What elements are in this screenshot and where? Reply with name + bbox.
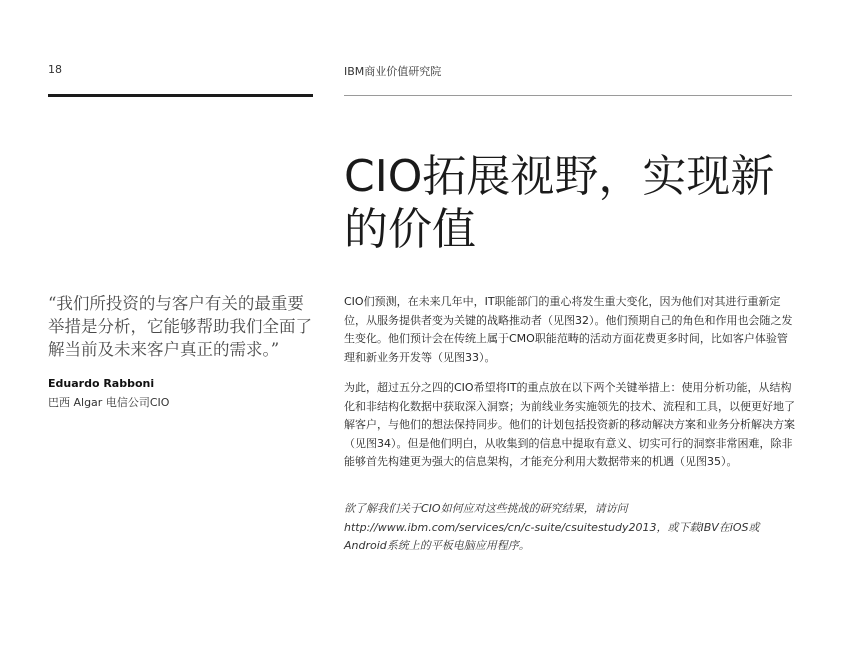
body-paragraph-2: 为此，超过五分之四的CIO希望将IT的重点放在以下两个关键举措上：使用分析功能，从结构化和非结构化数据中获取深入洞察；为前线业务实施领先的技术、流程和工具，以便更好地了解客户，与他们的想法保持同步。他们的计划包括投资新的移动解决方案和业务分析解决方案（见图34）。但是他们明白，从收集到的信息中提取有意义、切实可行的洞察非常困难，除非能够首先构建更为强大的信息架构，才能充分利用大数据带来的机遇（见图35）。 [344, 381, 795, 469]
page-number: 18 [48, 63, 62, 76]
body-paragraph-3: 欲了解我们关于CIO如何应对这些挑战的研究结果，请访问 http://www.ibm.com/services/cn/c-suite/csuitestudy2013，或下载IBV在iOS或Android系统上的平板电脑应用程序。 [344, 502, 760, 553]
header-divider [344, 95, 792, 96]
sidebar-divider [48, 94, 313, 97]
page-title: CIO拓展视野，实现新的价值 [344, 151, 775, 255]
body-paragraph-1: CIO们预测，在未来几年中，IT职能部门的重心将发生重大变化，因为他们对其进行重新定位，从服务提供者变为关键的战略推动者（见图32）。他们预期自己的角色和作用也会随之发生变化。他们预计会在传统上属于CMO职能范畴的活动方面花费更多时间，比如客户体验管理和新业务开发等（见图33）。 [344, 295, 793, 364]
running-header: IBM商业价值研究院 [344, 65, 442, 78]
quote-author-name: Eduardo Rabboni [48, 377, 155, 390]
pull-quote: “我们所投资的与客户有关的最重要举措是分析，它能够帮助我们全面了解当前及未来客户真正的需求。” [48, 294, 312, 359]
quote-author-title: 巴西 Algar 电信公司CIO [48, 396, 170, 409]
